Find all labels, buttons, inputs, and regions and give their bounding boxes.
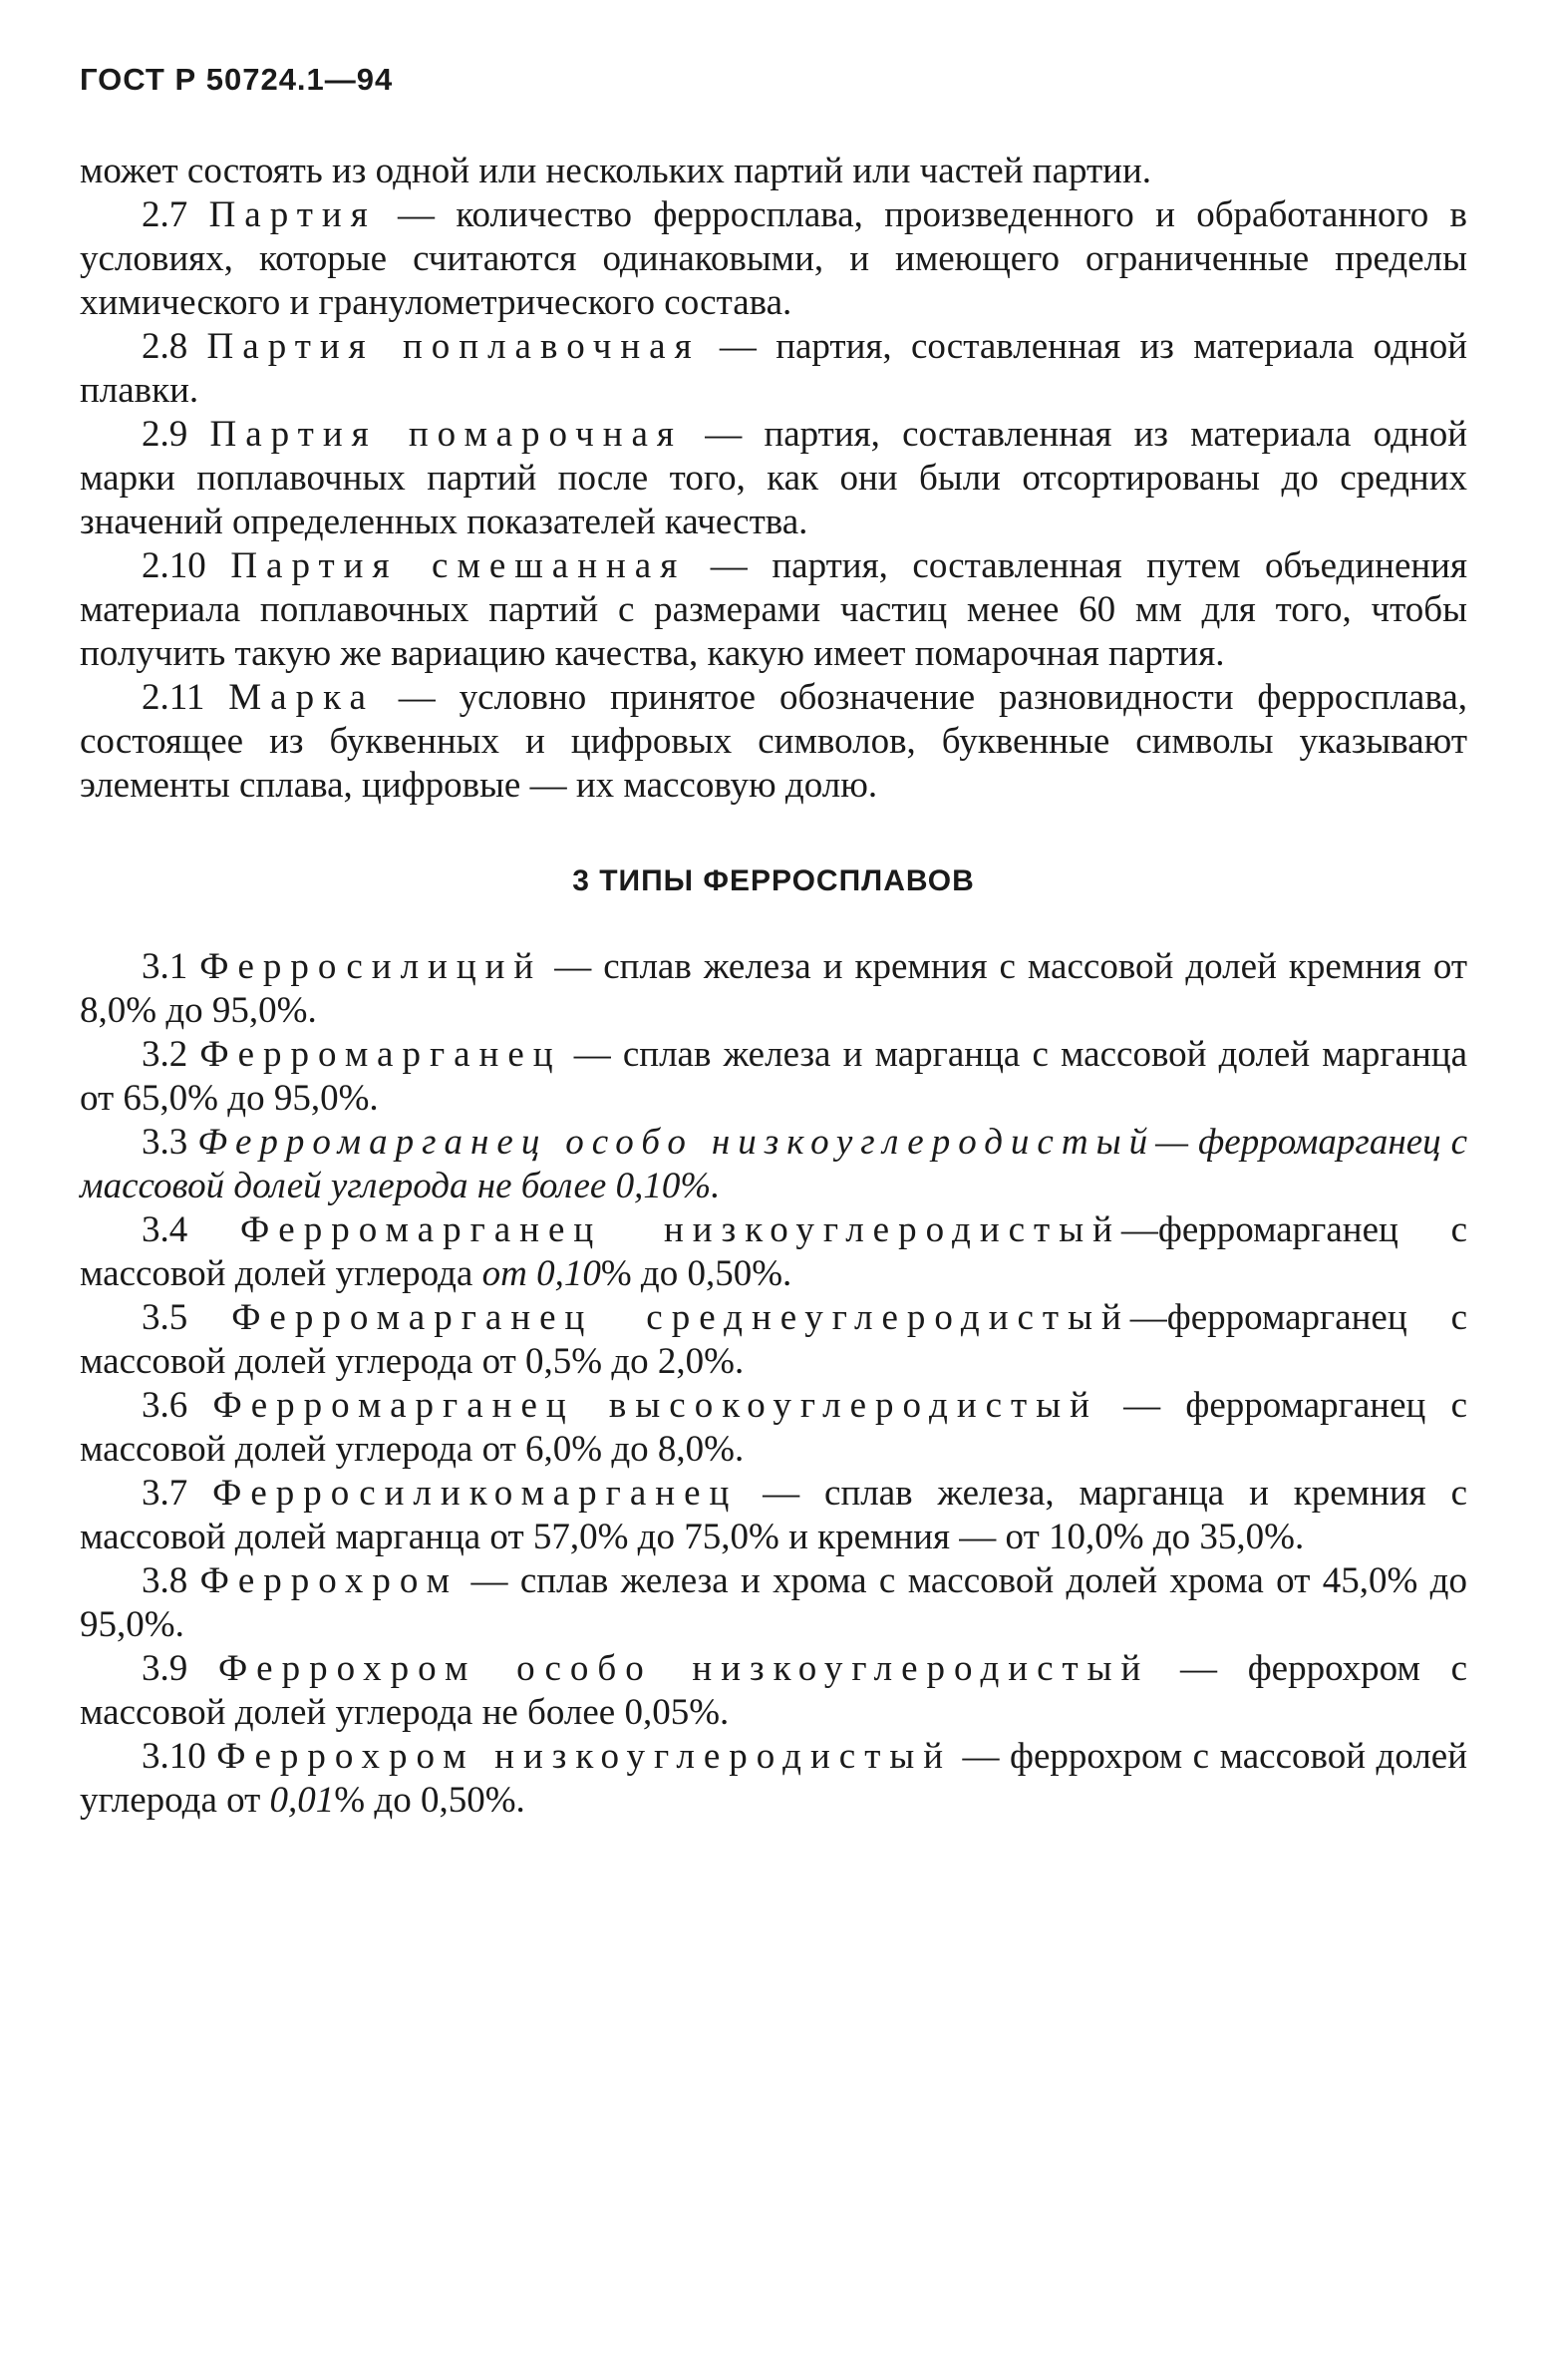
paragraph-text: —ферромарганец с массовой долей углерода от 0,5% до 2,0%.	[80, 1297, 1467, 1382]
clause-number: 2.11	[142, 677, 205, 718]
defined-term: Марка	[228, 677, 375, 718]
defined-term: Партия	[208, 194, 377, 235]
section-title: 3 ТИПЫ ФЕРРОСПЛАВОВ	[572, 864, 975, 897]
paragraph-3-1	[80, 945, 1467, 1033]
clause-number: 3.4	[142, 1209, 188, 1250]
paragraph-text: — партия, составленная путем объединения материала поплавочных партий с размерами частиц менее 60 мм для того, чтобы получить такую же вариацию качества, какую имеет помарочная партия.	[80, 545, 1467, 674]
clause-number: 2.9	[142, 414, 188, 455]
paragraph-text: — феррохром с массовой долей углерода от	[80, 1736, 1468, 1821]
paragraph-text-tail: % до 0,50%.	[334, 1780, 525, 1821]
paragraph-text: — сплав железа и хрома с массовой долей хрома от 45,0% до 95,0%.	[80, 1560, 1468, 1645]
paragraph-2-7	[80, 193, 1467, 325]
paragraph-text: — ферромарганец с массовой долей углерода от 6,0% до 8,0%.	[80, 1385, 1467, 1470]
document-body	[80, 150, 1467, 1823]
clause-number: 2.7	[142, 194, 188, 235]
clause-number: 3.8	[142, 1560, 188, 1601]
defined-term: Феррохром особо низкоуглеродистый	[217, 1648, 1150, 1689]
paragraph-2-9	[80, 413, 1467, 544]
clause-number: 3.7	[142, 1473, 188, 1514]
paragraph-2-10	[80, 544, 1467, 676]
defined-term: Ферромарганец	[199, 1034, 562, 1075]
clause-number: 2.10	[142, 545, 206, 586]
paragraph-italic-value: от 0,10	[481, 1253, 601, 1294]
defined-term: Ферромарганец среднеуглеродистый	[231, 1297, 1130, 1338]
paragraph-text-tail: % до 0,50%.	[600, 1253, 792, 1294]
paragraph-3-7	[80, 1472, 1467, 1559]
paragraph-3-4	[80, 1208, 1467, 1296]
defined-term: Партия помарочная	[209, 414, 683, 455]
paragraph-text: —ферромарганец с массовой долей углерода	[80, 1209, 1467, 1294]
paragraph-3-8	[80, 1559, 1467, 1647]
defined-term: Ферромарганец низкоуглеродистый	[240, 1209, 1121, 1250]
clause-number: 3.3	[142, 1122, 188, 1163]
defined-term: Феррохром	[199, 1560, 460, 1601]
paragraph-italic-value: 0,01	[269, 1780, 335, 1821]
clause-number: 2.8	[142, 326, 188, 367]
paragraph-text: — феррохром с массовой долей углерода не более 0,05%.	[80, 1648, 1467, 1733]
paragraph-3-2	[80, 1033, 1467, 1121]
paragraph-text: — сплав железа и кремния с массовой долей кремния от 8,0% до 95,0%.	[80, 946, 1468, 1031]
defined-term: Партия смешанная	[230, 545, 687, 586]
paragraph-text: — ферромарганец с массовой долей углерода не более 0,10%.	[80, 1122, 1468, 1206]
paragraph-text: может состоять из одной или нескольких партий или частей партии.	[80, 151, 1152, 191]
clause-number: 3.5	[142, 1297, 188, 1338]
defined-term: Партия поплавочная	[206, 326, 701, 367]
paragraph-text: — условно принятое обозначение разновидности ферросплава, состоящее из буквенных и цифровых символов, буквенные символы указывают элементы сплава, цифровые — их массовую долю.	[80, 677, 1468, 806]
clause-number: 3.6	[142, 1385, 188, 1426]
document-header: ГОСТ Р 50724.1—94	[80, 62, 394, 97]
clause-number: 3.1	[142, 946, 188, 987]
defined-term: Ферросиликомарганец	[212, 1473, 739, 1514]
paragraph-text: — сплав железа и марганца с массовой долей марганца от 65,0% до 95,0%.	[80, 1034, 1467, 1119]
paragraph-continuation	[80, 150, 1467, 193]
paragraph-2-8	[80, 325, 1467, 413]
paragraph-3-9	[80, 1647, 1467, 1735]
paragraph-text: — партия, составленная из материала одной марки поплавочных партий после того, как они были отсортированы до средних значений определенных показателей качества.	[80, 414, 1468, 542]
paragraph-3-5	[80, 1296, 1467, 1384]
paragraph-2-11	[80, 676, 1467, 808]
paragraph-text: — сплав железа, марганца и кремния с массовой долей марганца от 57,0% до 75,0% и кремния — от 10,0% до 35,0%.	[80, 1473, 1467, 1557]
clause-number: 3.10	[142, 1736, 206, 1777]
defined-term: Ферромарганец высокоуглеродистый	[212, 1385, 1098, 1426]
paragraph-3-6	[80, 1384, 1467, 1472]
defined-term: Ферромарганец особо низкоуглеродистый	[197, 1122, 1156, 1163]
paragraph-text: — партия, составленная из материала одной плавки.	[80, 326, 1467, 411]
defined-term: Ферросилиций	[199, 946, 543, 987]
paragraph-3-3	[80, 1121, 1467, 1208]
paragraph-text: — количество ферросплава, произведенного и обработанного в условиях, которые считаются одинаковыми, и имеющего ограниченные пределы химического и гранулометрического состава.	[80, 194, 1467, 323]
clause-number: 3.9	[142, 1648, 188, 1689]
paragraph-3-10	[80, 1735, 1467, 1823]
defined-term: Феррохром низкоуглеродистый	[216, 1736, 953, 1777]
clause-number: 3.2	[142, 1034, 188, 1075]
